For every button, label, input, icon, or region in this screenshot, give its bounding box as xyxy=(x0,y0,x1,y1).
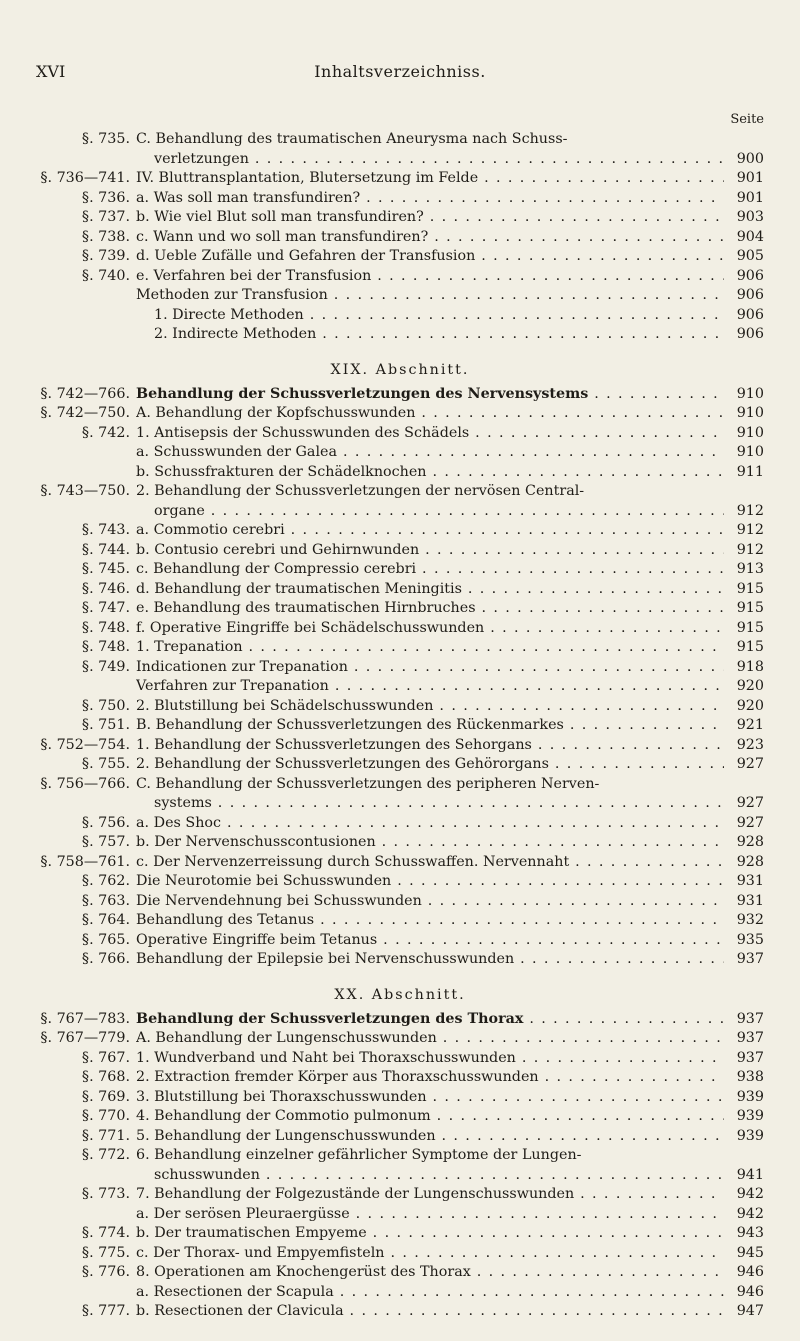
toc-entry xyxy=(0,404,800,424)
toc-paragraph-ref: §. 756—766. xyxy=(40,775,130,792)
toc-entry xyxy=(0,385,800,405)
toc-entry-title: IV. Bluttransplantation, Blutersetzung im Felde . . . xyxy=(136,169,724,189)
toc-page-number: 931 xyxy=(736,873,764,889)
toc-paragraph-ref: §. 768. xyxy=(81,1069,130,1085)
toc-entry-title: 1. Wundverband und Naht bei Thoraxschusswunden . . . xyxy=(136,1049,724,1069)
toc-entry-title: a. Der serösen Pleuraergüsse . . . xyxy=(136,1205,724,1225)
toc-entry-title: d. Ueble Zufälle und Gefahren der Transfusion . . . xyxy=(136,247,724,267)
toc-entry-title: systems . . . xyxy=(154,794,724,814)
toc-entry-title: Operative Eingriffe beim Tetanus . . . xyxy=(136,931,724,951)
toc-page-number: 915 xyxy=(736,580,764,597)
toc-paragraph-ref: §. 767. xyxy=(81,1049,130,1066)
toc-entry-title: c. Behandlung der Compressio cerebri . . . xyxy=(136,560,724,580)
toc-paragraph-ref: §. 758—761. xyxy=(40,853,130,870)
toc-paragraph-ref: §. 738. xyxy=(81,228,130,245)
toc-entry-title: a. Schusswunden der Galea . . . xyxy=(136,443,724,463)
toc-paragraph-ref: §. 767—779. xyxy=(40,1030,130,1046)
toc-page-number: 910 xyxy=(736,405,764,421)
toc-entry-title: 2. Extraction fremder Körper aus Thoraxschusswunden . . . xyxy=(136,1068,724,1088)
toc-page-number: 941 xyxy=(736,1166,764,1183)
section-heading xyxy=(0,980,800,1010)
toc-entry xyxy=(0,560,800,580)
toc-page-number: 910 xyxy=(736,444,764,460)
toc-entry-title: a. Commotio cerebri . . . xyxy=(136,521,724,541)
toc-entry xyxy=(0,1029,800,1049)
toc-entry-title: a. Was soll man transfundiren? . . . xyxy=(136,189,724,209)
running-head xyxy=(36,62,764,86)
toc-page-number: 906 xyxy=(736,267,764,284)
toc-entry xyxy=(0,1166,800,1186)
toc-page-number: 946 xyxy=(736,1264,764,1280)
toc-entry-title: C. Behandlung des traumatischen Aneurysma nach Schuss- xyxy=(136,131,568,147)
toc-paragraph-ref: §. 772. xyxy=(81,1147,130,1163)
toc-entry xyxy=(0,1244,800,1264)
toc-entry xyxy=(0,443,800,463)
toc-entry-title: Die Neurotomie bei Schusswunden . . . xyxy=(136,872,724,892)
toc-paragraph-ref: §. 748. xyxy=(81,639,130,655)
toc-entry-title: c. Der Nervenzerreissung durch Schusswaffen. Nervennaht . . . xyxy=(136,853,724,873)
toc-paragraph-ref: §. 748. xyxy=(81,619,130,636)
toc-entry-title: a. Resectionen der Scapula . . . xyxy=(136,1283,724,1303)
toc-entry-title: e. Behandlung des traumatischen Hirnbruches . . . xyxy=(136,599,724,619)
toc-entry xyxy=(0,931,800,951)
toc-paragraph-ref: §. 757. xyxy=(81,834,130,850)
toc-paragraph-ref: §. 746. xyxy=(81,580,130,597)
toc-page-number: 921 xyxy=(736,717,764,733)
toc-entry-title: 1. Antisepsis der Schusswunden des Schädels . . . xyxy=(136,424,724,444)
toc-paragraph-ref: §. 769. xyxy=(81,1088,130,1105)
toc-entry xyxy=(0,1224,800,1244)
toc-page-number: 939 xyxy=(736,1088,764,1105)
toc-page-number: 905 xyxy=(736,248,764,264)
toc-entry-title: Methoden zur Transfusion . . . xyxy=(136,286,724,306)
toc-entry-title: A. Behandlung der Lungenschusswunden . . . xyxy=(136,1029,724,1049)
toc-entry-title: b. Der traumatischen Empyeme . . . xyxy=(136,1224,724,1244)
toc-entry-title: verletzungen . . . xyxy=(154,150,724,170)
toc-entry-title: A. Behandlung der Kopfschusswunden . . . xyxy=(136,404,724,424)
page-number: XVI xyxy=(36,62,66,81)
toc-paragraph-ref: §. 756. xyxy=(81,814,130,831)
toc-paragraph-ref: §. 767—783. xyxy=(40,1010,130,1027)
toc-paragraph-ref: §. 762. xyxy=(81,873,130,889)
toc-entry-title: 3. Blutstillung bei Thoraxschusswunden . . . xyxy=(136,1088,724,1108)
toc-page-number: 939 xyxy=(736,1127,764,1144)
toc-page-number: 937 xyxy=(736,1030,764,1046)
toc-entry xyxy=(0,1205,800,1225)
toc-page-number: 906 xyxy=(736,287,764,303)
toc-entry xyxy=(0,267,800,287)
toc-paragraph-ref: §. 739. xyxy=(81,248,130,264)
toc-paragraph-ref: §. 771. xyxy=(81,1127,130,1144)
toc-entry xyxy=(0,1283,800,1303)
toc-paragraph-ref: §. 745. xyxy=(81,561,130,577)
toc-entry xyxy=(0,775,800,795)
toc-paragraph-ref: §. 742—766. xyxy=(40,385,130,402)
toc-entry-title: Verfahren zur Trepanation . . . xyxy=(136,677,724,697)
toc-paragraph-ref: §. 755. xyxy=(81,756,130,772)
toc-page-number: 943 xyxy=(736,1225,764,1241)
toc-entry xyxy=(0,697,800,717)
toc-paragraph-ref: §. 777. xyxy=(81,1303,130,1319)
toc-paragraph-ref: §. 742—750. xyxy=(40,405,130,421)
toc-entry xyxy=(0,1185,800,1205)
toc-page-number: 901 xyxy=(736,189,764,206)
toc-entry xyxy=(0,1049,800,1069)
toc-entry-title: 2. Behandlung der Schussverletzungen der nervösen Central- xyxy=(136,483,585,499)
toc-entry xyxy=(0,892,800,912)
toc-entry xyxy=(0,950,800,970)
toc-entry-title: e. Verfahren bei der Transfusion . . . xyxy=(136,267,724,287)
toc-paragraph-ref: §. 736—741. xyxy=(40,170,130,186)
toc-entry-title: 6. Behandlung einzelner gefährlicher Symptome der Lungen- xyxy=(136,1147,582,1163)
toc-page-number: 918 xyxy=(736,658,764,675)
toc-page-number: 945 xyxy=(736,1244,764,1261)
toc-entry xyxy=(0,833,800,853)
toc-entry xyxy=(0,169,800,189)
toc-entry xyxy=(0,424,800,444)
toc-entry xyxy=(0,1010,800,1030)
toc-paragraph-ref: §. 742. xyxy=(81,424,130,441)
toc-entry-title: Behandlung der Epilepsie bei Nervenschusswunden . . . xyxy=(136,950,724,970)
toc-entry xyxy=(0,502,800,522)
toc-paragraph-ref: §. 737. xyxy=(81,209,130,225)
toc-entry xyxy=(0,463,800,483)
toc-entry-title: b. Contusio cerebri und Gehirnwunden . . . xyxy=(136,541,724,561)
toc-entry xyxy=(0,1146,800,1166)
toc-paragraph-ref: §. 752—754. xyxy=(40,736,130,753)
toc-page-number: 912 xyxy=(736,541,764,558)
toc-page-number: 920 xyxy=(736,697,764,714)
toc-entry xyxy=(0,286,800,306)
section-heading-label: XX. Abschnitt. xyxy=(334,986,466,1003)
toc-entry-title: b. Der Nervenschusscontusionen . . . xyxy=(136,833,724,853)
toc-entry-title: c. Der Thorax- und Empyemfisteln . . . xyxy=(136,1244,724,1264)
toc-page-number: 946 xyxy=(736,1283,764,1300)
toc-page-number: 927 xyxy=(736,756,764,772)
toc-entry-title: 4. Behandlung der Commotio pulmonum . . . xyxy=(136,1107,724,1127)
toc-entry-title: 1. Behandlung der Schussverletzungen des Sehorgans . . . xyxy=(136,736,724,756)
toc-entry-title: B. Behandlung der Schussverletzungen des Rückenmarkes . . . xyxy=(136,716,724,736)
toc-entry-title: b. Resectionen der Clavicula . . . xyxy=(136,1302,724,1322)
toc-entry xyxy=(0,1127,800,1147)
toc-entry-title: 8. Operationen am Knochengerüst des Thorax . . . xyxy=(136,1263,724,1283)
toc-entry xyxy=(0,658,800,678)
toc-page-number: 935 xyxy=(736,931,764,948)
toc-entry xyxy=(0,306,800,326)
toc-page-number: 901 xyxy=(736,170,764,186)
toc-paragraph-ref: §. 773. xyxy=(81,1186,130,1202)
toc-page-number: 947 xyxy=(736,1303,764,1319)
toc-paragraph-ref: §. 735. xyxy=(81,131,130,147)
toc-entry-title: d. Behandlung der traumatischen Meningitis . . . xyxy=(136,580,724,600)
toc-entry xyxy=(0,872,800,892)
toc-entry xyxy=(0,247,800,267)
toc-page-number: 912 xyxy=(736,522,764,538)
toc-entry xyxy=(0,794,800,814)
toc-entry-title: b. Schussfrakturen der Schädelknochen . . . xyxy=(136,463,724,483)
toc-page-number: 915 xyxy=(736,600,764,616)
toc-entry-title: schusswunden . . . xyxy=(154,1166,724,1186)
toc-paragraph-ref: §. 763. xyxy=(81,892,130,909)
toc-page-number: 938 xyxy=(736,1069,764,1085)
toc-page-number: 906 xyxy=(736,326,764,342)
toc-entry-title: Behandlung des Tetanus . . . xyxy=(136,911,724,931)
toc-entry-title: organe . . . xyxy=(154,502,724,522)
toc-page-number: 942 xyxy=(736,1205,764,1222)
toc-page-number: 915 xyxy=(736,639,764,655)
toc-entry xyxy=(0,755,800,775)
toc-entry xyxy=(0,716,800,736)
toc-paragraph-ref: §. 744. xyxy=(81,541,130,558)
toc-paragraph-ref: §. 764. xyxy=(81,912,130,928)
toc-page-number: 900 xyxy=(736,150,764,167)
toc-entry xyxy=(0,325,800,345)
toc-entry-title: 2. Blutstillung bei Schädelschusswunden . . . xyxy=(136,697,724,717)
toc-entry xyxy=(0,521,800,541)
toc-entry xyxy=(0,130,800,150)
toc-page-number: 927 xyxy=(736,814,764,831)
toc-entry xyxy=(0,150,800,170)
toc-entry xyxy=(0,1068,800,1088)
toc-paragraph-ref: §. 743. xyxy=(81,522,130,538)
toc-entry xyxy=(0,736,800,756)
toc-entry-title: b. Wie viel Blut soll man transfundiren? . . . xyxy=(136,208,724,228)
toc-entry-title: 5. Behandlung der Lungenschusswunden . . . xyxy=(136,1127,724,1147)
toc-page-number: 928 xyxy=(736,853,764,870)
toc-entry xyxy=(0,189,800,209)
section-heading-label: XIX. Abschnitt. xyxy=(330,361,470,378)
toc-page-number: 928 xyxy=(736,834,764,850)
toc-entry xyxy=(0,208,800,228)
toc-page-number: 910 xyxy=(736,424,764,441)
toc-entry xyxy=(0,619,800,639)
toc-page-number: 920 xyxy=(736,678,764,694)
toc-entry xyxy=(0,228,800,248)
toc-entry-title: 1. Trepanation . . . xyxy=(136,638,724,658)
toc-page-number: 906 xyxy=(736,306,764,323)
toc-page-number: 912 xyxy=(736,502,764,519)
toc-entry-title: c. Wann und wo soll man transfundiren? . . . xyxy=(136,228,724,248)
toc-entry-title: f. Operative Eingriffe bei Schädelschusswunden . . . xyxy=(136,619,724,639)
table-of-contents xyxy=(0,130,800,1322)
toc-page-number: 911 xyxy=(736,463,764,480)
toc-page-number: 937 xyxy=(736,951,764,967)
toc-page-number: 915 xyxy=(736,619,764,636)
toc-entry xyxy=(0,599,800,619)
toc-entry-title: Die Nervendehnung bei Schusswunden . . . xyxy=(136,892,724,912)
toc-entry xyxy=(0,580,800,600)
toc-paragraph-ref: §. 749. xyxy=(81,658,130,675)
toc-paragraph-ref: §. 743—750. xyxy=(40,483,130,499)
toc-entry-title: 7. Behandlung der Folgezustände der Lungenschusswunden . . . xyxy=(136,1185,724,1205)
toc-entry-title: 2. Indirecte Methoden . . . xyxy=(154,325,724,345)
toc-entry-title: C. Behandlung der Schussverletzungen des peripheren Nerven- xyxy=(136,775,600,792)
toc-paragraph-ref: §. 776. xyxy=(81,1264,130,1280)
toc-page-number: 903 xyxy=(736,209,764,225)
toc-paragraph-ref: §. 751. xyxy=(81,717,130,733)
toc-paragraph-ref: §. 770. xyxy=(81,1108,130,1124)
toc-entry-title: Indicationen zur Trepanation . . . xyxy=(136,658,724,678)
toc-page-number: 939 xyxy=(736,1108,764,1124)
toc-entry xyxy=(0,541,800,561)
toc-page-number: 927 xyxy=(736,795,764,811)
toc-entry-title: Behandlung der Schussverletzungen des Thorax . . . xyxy=(136,1010,724,1030)
toc-page-number: 937 xyxy=(736,1049,764,1066)
toc-entry-title: 1. Directe Methoden . . . xyxy=(154,306,724,326)
toc-paragraph-ref: §. 747. xyxy=(81,600,130,616)
toc-page-number: 931 xyxy=(736,892,764,909)
toc-page-number: 942 xyxy=(736,1186,764,1202)
toc-entry xyxy=(0,814,800,834)
toc-paragraph-ref: §. 775. xyxy=(81,1244,130,1261)
toc-entry xyxy=(0,1263,800,1283)
toc-entry xyxy=(0,482,800,502)
toc-entry-title: Behandlung der Schussverletzungen des Nervensystems . . . xyxy=(136,385,724,405)
toc-paragraph-ref: §. 736. xyxy=(81,189,130,206)
toc-entry-title: 2. Behandlung der Schussverletzungen des Gehörorgans . . . xyxy=(136,755,724,775)
toc-entry-title: a. Des Shoc . . . xyxy=(136,814,724,834)
toc-page-number: 910 xyxy=(736,385,764,402)
toc-page-number: 904 xyxy=(736,228,764,245)
section-heading xyxy=(0,355,800,385)
toc-page-number: 913 xyxy=(736,561,764,577)
toc-page-number: 937 xyxy=(736,1010,764,1027)
toc-paragraph-ref: §. 740. xyxy=(81,267,130,284)
toc-entry xyxy=(0,677,800,697)
page-column-label: Seite xyxy=(730,112,764,127)
toc-entry xyxy=(0,911,800,931)
toc-entry xyxy=(0,1088,800,1108)
toc-entry xyxy=(0,853,800,873)
toc-entry xyxy=(0,1302,800,1322)
toc-page-number: 923 xyxy=(736,736,764,753)
toc-page-number: 932 xyxy=(736,912,764,928)
toc-entry xyxy=(0,638,800,658)
toc-entry xyxy=(0,1107,800,1127)
page-title: Inhaltsverzeichniss. xyxy=(314,62,486,81)
toc-paragraph-ref: §. 766. xyxy=(81,951,130,967)
toc-paragraph-ref: §. 750. xyxy=(81,697,130,714)
toc-paragraph-ref: §. 774. xyxy=(81,1225,130,1241)
toc-paragraph-ref: §. 765. xyxy=(81,931,130,948)
